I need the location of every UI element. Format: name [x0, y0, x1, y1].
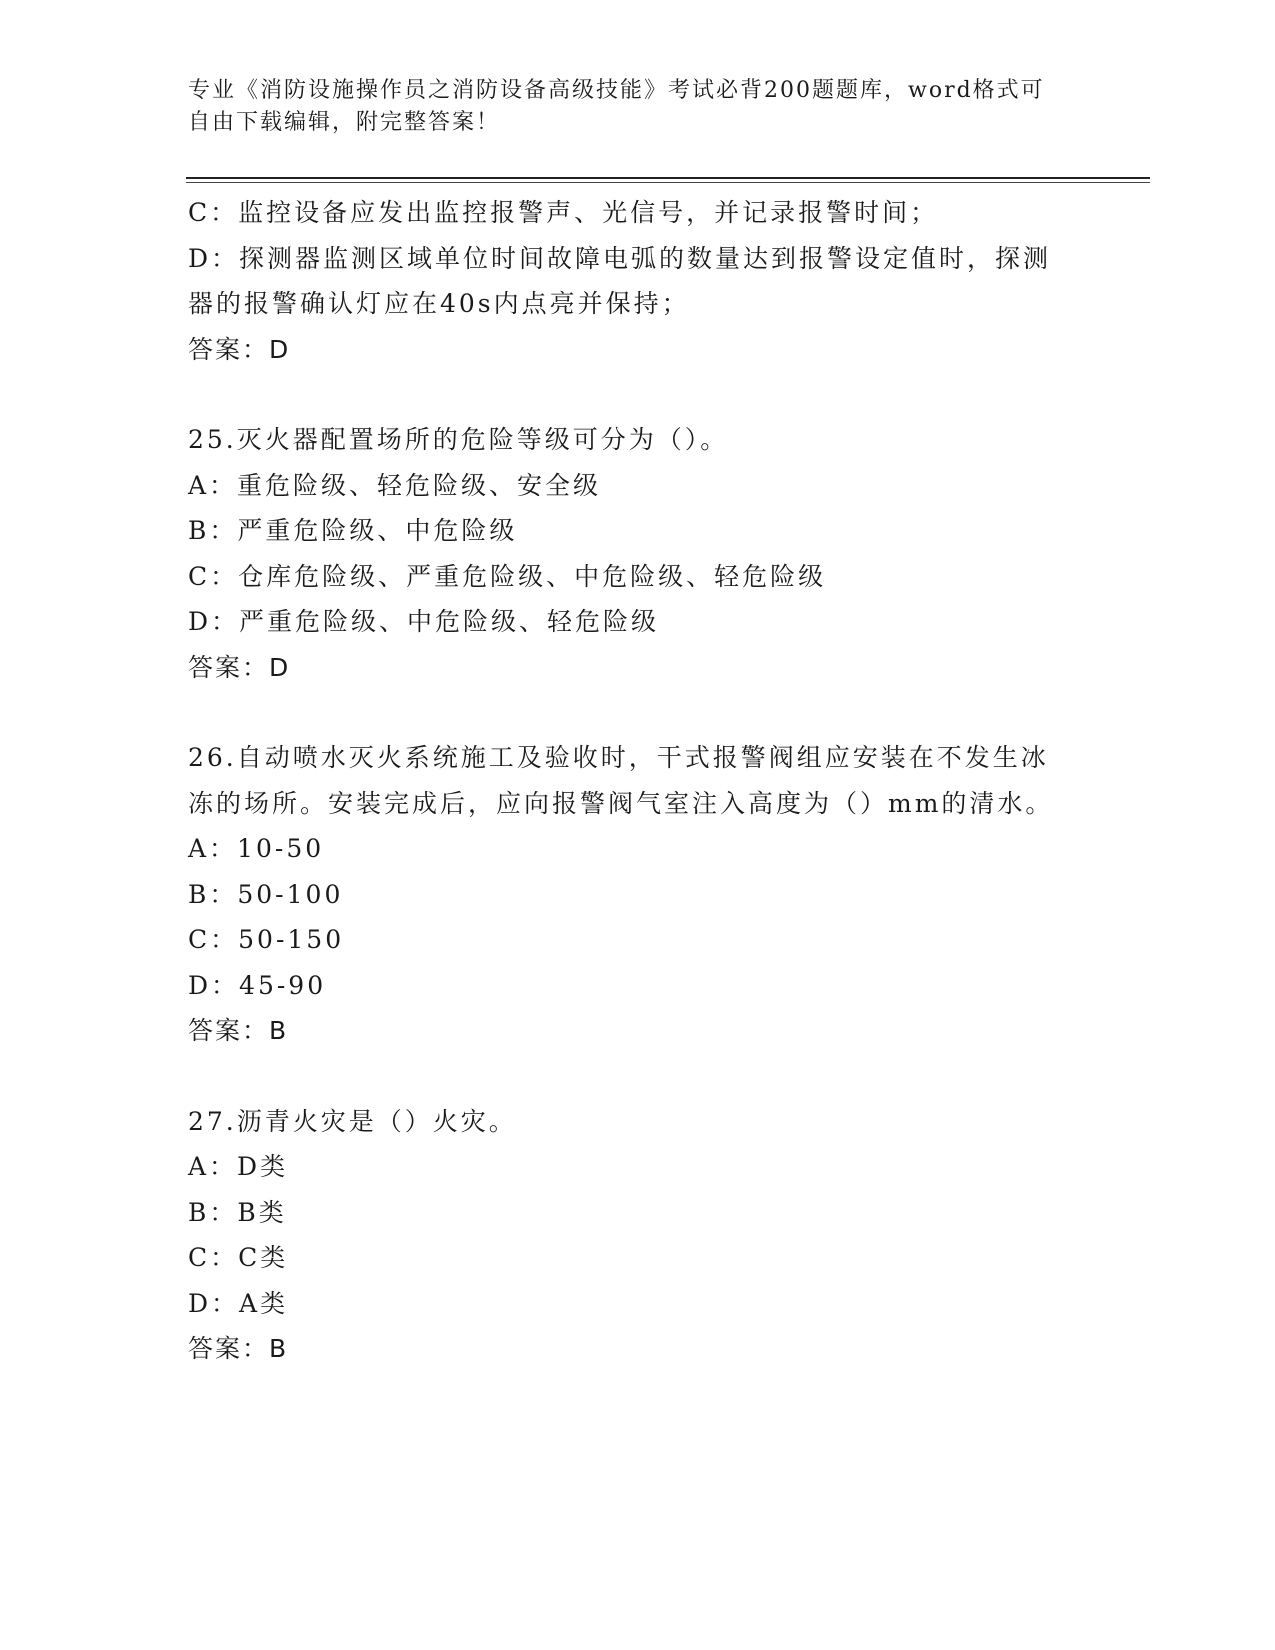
header-line-1: 专业《消防设施操作员之消防设备高级技能》考试必背200题题库，word格式可 [188, 78, 1045, 103]
question-27 [188, 1099, 1088, 1372]
header-line-2: 自由下载编辑，附完整答案！ [188, 110, 501, 135]
option-c: C：仓库危险级、严重危险级、中危险级、轻危险级 [188, 561, 827, 591]
answer: 答案：B [188, 1334, 289, 1363]
option-a: A：10-50 [188, 834, 325, 863]
option-b: B：50-100 [188, 879, 344, 909]
option-d: D：严重危险级、中危险级、轻危险级 [188, 607, 660, 636]
option-c: C：C类 [188, 1243, 289, 1272]
option-d-line-2: 器的报警确认灯应在40s内点亮并保持； [188, 289, 690, 318]
header-rule-thick [186, 177, 1150, 179]
question-25 [188, 417, 1088, 690]
answer: 答案：D [188, 334, 291, 364]
question-stem-line-1: 26.自动喷水灭火系统施工及验收时，干式报警阀组应安装在不发生冰 [188, 743, 1049, 772]
answer: 答案：D [188, 652, 291, 682]
header-rule-thin [186, 182, 1150, 183]
option-a: A：重危险级、轻危险级、安全级 [188, 470, 602, 500]
question-24-tail [188, 190, 1088, 372]
option-d-line-1: D：探测器监测区域单位时间故障电弧的数量达到报警设定值时，探测 [188, 243, 1052, 273]
question-stem: 25.灭火器配置场所的危险等级可分为（）。 [188, 425, 729, 454]
option-d: D：45-90 [188, 970, 327, 1000]
option-c: C：50-150 [188, 925, 345, 954]
option-d: D：A类 [188, 1288, 289, 1318]
option-c: C：监控设备应发出监控报警声、光信号，并记录报警时间； [188, 198, 939, 227]
document-header [188, 75, 1068, 139]
question-stem-line-2: 冻的场所。安装完成后，应向报警阀气室注入高度为（）mm的清水。 [188, 788, 1054, 818]
option-b: B：B类 [188, 1197, 287, 1227]
answer: 答案：B [188, 1016, 289, 1045]
document-body [188, 190, 1088, 1372]
question-26 [188, 735, 1088, 1054]
option-a: A：D类 [188, 1152, 289, 1181]
question-stem: 27.沥青火灾是（）火灾。 [188, 1106, 517, 1136]
option-b: B：严重危险级、中危险级 [188, 516, 518, 545]
